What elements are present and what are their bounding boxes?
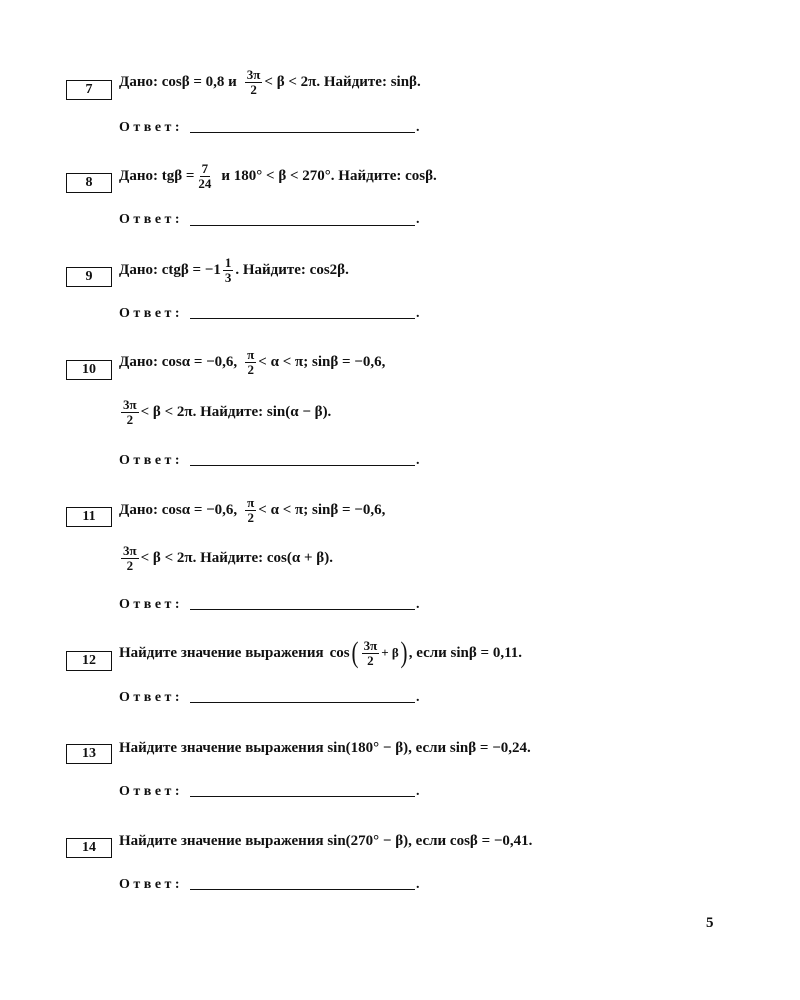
fraction: $\frac{7}{24}$	[198, 161, 212, 191]
fraction: $\frac{3\pi}{2}$	[123, 543, 137, 573]
answer-label: Ответ:	[119, 597, 184, 612]
answer-field[interactable]	[190, 303, 415, 319]
task-condition-continued: $\frac{3\pi}{2}$ < β < 2π. Найдите: sin(α − β).	[123, 397, 332, 427]
task-number: 10	[66, 360, 112, 380]
answer-field[interactable]	[190, 450, 415, 466]
task-condition: Дано: cosα = −0,6, $\frac{\pi}{2}$ < α < π; sinβ = −0,6,	[119, 347, 386, 377]
answer-field[interactable]	[190, 687, 415, 703]
fraction: $\frac{1}{3}$	[224, 255, 232, 285]
answer-label: Ответ:	[119, 212, 184, 227]
task-number: 7	[66, 80, 112, 100]
answer-field[interactable]	[190, 874, 415, 890]
task-condition: Дано: cosα = −0,6, $\frac{\pi}{2}$ < α < π; sinβ = −0,6,	[119, 495, 386, 525]
answer-field[interactable]	[190, 117, 415, 133]
answer-label: Ответ:	[119, 877, 184, 892]
task-number: 8	[66, 173, 112, 193]
answer-field[interactable]	[190, 781, 415, 797]
task-number: 14	[66, 838, 112, 858]
task-number: 9	[66, 267, 112, 287]
answer-field[interactable]	[190, 210, 415, 226]
task-condition: Найдите значение выражения sin(270° − β), если cosβ = −0,41.	[119, 833, 533, 849]
answer-label: Ответ:	[119, 453, 184, 468]
task-condition: Найдите значение выражения cos ( $\frac{3\pi}{2}$ + β ) , если sinβ = 0,11.	[119, 636, 523, 669]
page-number: 5	[706, 915, 714, 931]
fraction: $\frac{3\pi}{2}$	[246, 67, 261, 97]
answer-label: Ответ:	[119, 120, 184, 135]
answer-label: Ответ:	[119, 784, 184, 799]
fraction: $\frac{\pi}{2}$	[247, 347, 255, 377]
fraction: $\frac{3\pi}{2}$	[123, 397, 137, 427]
answer-label: Ответ:	[119, 690, 184, 705]
answer-field[interactable]	[190, 594, 415, 610]
task-number: 11	[66, 507, 112, 527]
task-condition: Дано: ctgβ = −1 $\frac{1}{3}$ . Найдите: cos2β.	[119, 255, 349, 285]
answer-label: Ответ:	[119, 306, 184, 321]
task-number: 12	[66, 651, 112, 671]
fraction: $\frac{\pi}{2}$	[247, 495, 255, 525]
task-number: 13	[66, 744, 112, 764]
task-condition: Дано: cosβ = 0,8 и $\frac{3\pi}{2}$ < β < 2π. Найдите: sinβ.	[119, 67, 421, 97]
fraction: $\frac{3\pi}{2}$	[363, 637, 378, 668]
task-condition-continued: $\frac{3\pi}{2}$ < β < 2π. Найдите: cos(α + β).	[123, 543, 333, 573]
task-condition: Найдите значение выражения sin(180° − β), если sinβ = −0,24.	[119, 740, 531, 756]
task-condition: Дано: tgβ = $\frac{7}{24}$ и 180° < β < 270°. Найдите: cosβ.	[119, 161, 437, 191]
